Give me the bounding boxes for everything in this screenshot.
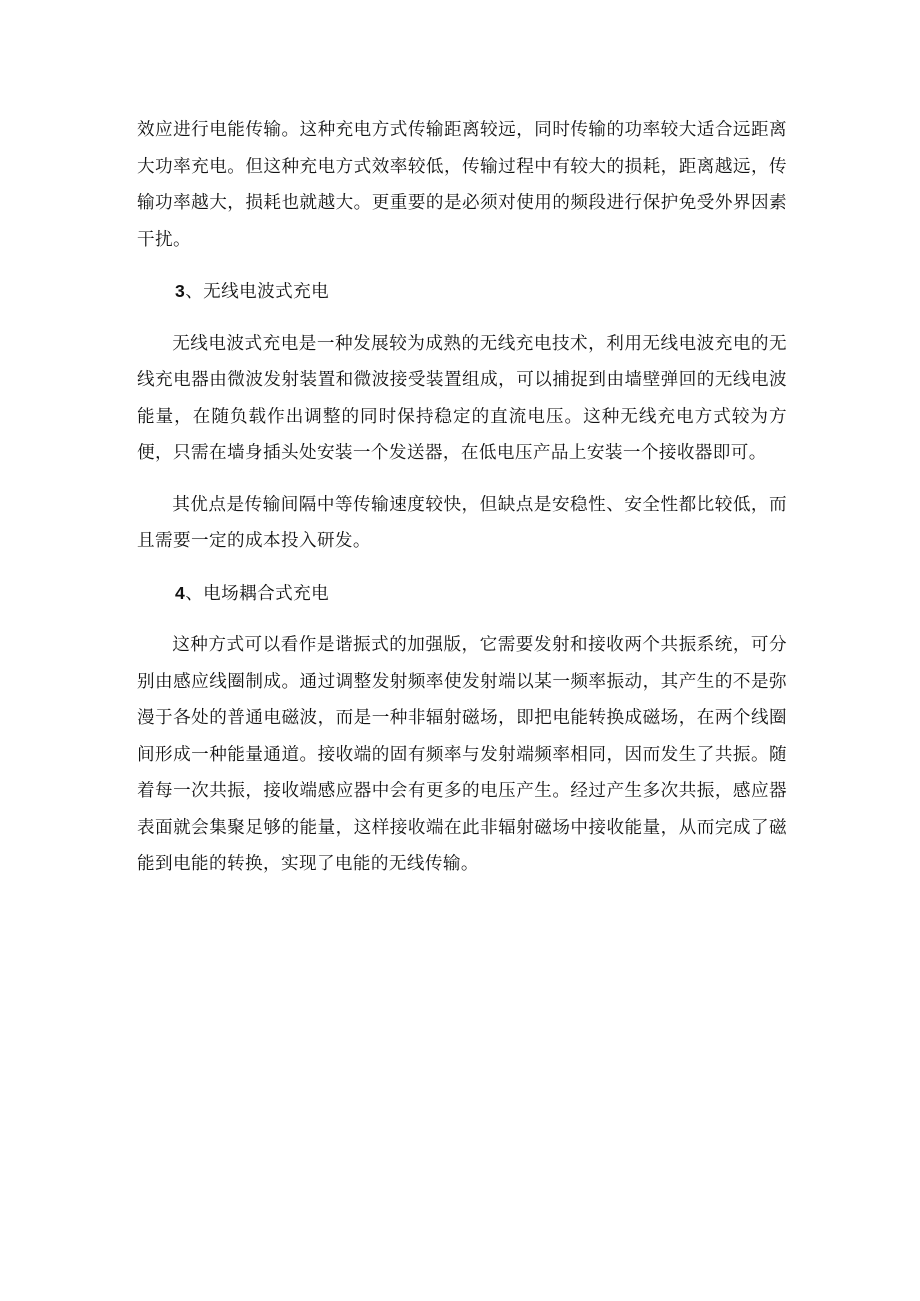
paragraph-radio-wave-charging: 无线电波式充电是一种发展较为成熟的无线充电技术，利用无线电波充电的无线充电器由微波发射装置和微波接受装置组成，可以捕捉到由墙壁弹回的无线电波能量，在随负载作出调整的同时保持稳定的直流电压。这种无线充电方式较为方便，只需在墙身插头处安装一个发送器，在低电压产品上安装一个接收器即可。	[137, 333, 787, 463]
section-number: 4	[175, 582, 186, 603]
paragraph-gap	[137, 560, 787, 575]
paragraph-advantages: 其优点是传输间隔中等传输速度较快，但缺点是安稳性、安全性都比较低，而且需要一定的成本投入研发。	[137, 494, 787, 551]
paragraph-gap	[137, 472, 787, 487]
paragraph-gap	[137, 311, 787, 326]
section-heading-3	[137, 273, 787, 311]
paragraph-gap	[137, 612, 787, 627]
document-body	[137, 112, 787, 883]
section-number: 3	[175, 281, 186, 301]
paragraph-field-coupling-charging: 这种方式可以看作是谐振式的加强版，它需要发射和接收两个共振系统，可分别由感应线圈制成。通过调整发射频率使发射端以某一频率振动，其产生的不是弥漫于各处的普通电磁波，而是一种非辐射磁场，即把电能转换成磁场，在两个线圈间形成一种能量通道。接收端的固有频率与发射端频率相同，因而发生了共振。随着每一次共振，接收端感应器中会有更多的电压产生。经过产生多次共振，感应器表面就会集聚足够的能量，这样接收端在此非辐射磁场中接收能量，从而完成了磁能到电能的转换，实现了电能的无线传输。	[137, 635, 787, 874]
section-title: 、电场耦合式充电	[185, 583, 330, 604]
section-heading-4	[137, 575, 787, 613]
section-title: 、无线电波式充电	[185, 282, 330, 302]
paragraph-continuation: 效应进行电能传输。这种充电方式传输距离较远，同时传输的功率较大适合远距离大功率充电。但这种充电方式效率较低，传输过程中有较大的损耗，距离越远，传输功率越大，损耗也就越大。更重要的是必须对使用的频段进行保护免受外界因素干扰。	[137, 120, 787, 250]
paragraph-gap	[137, 258, 787, 273]
